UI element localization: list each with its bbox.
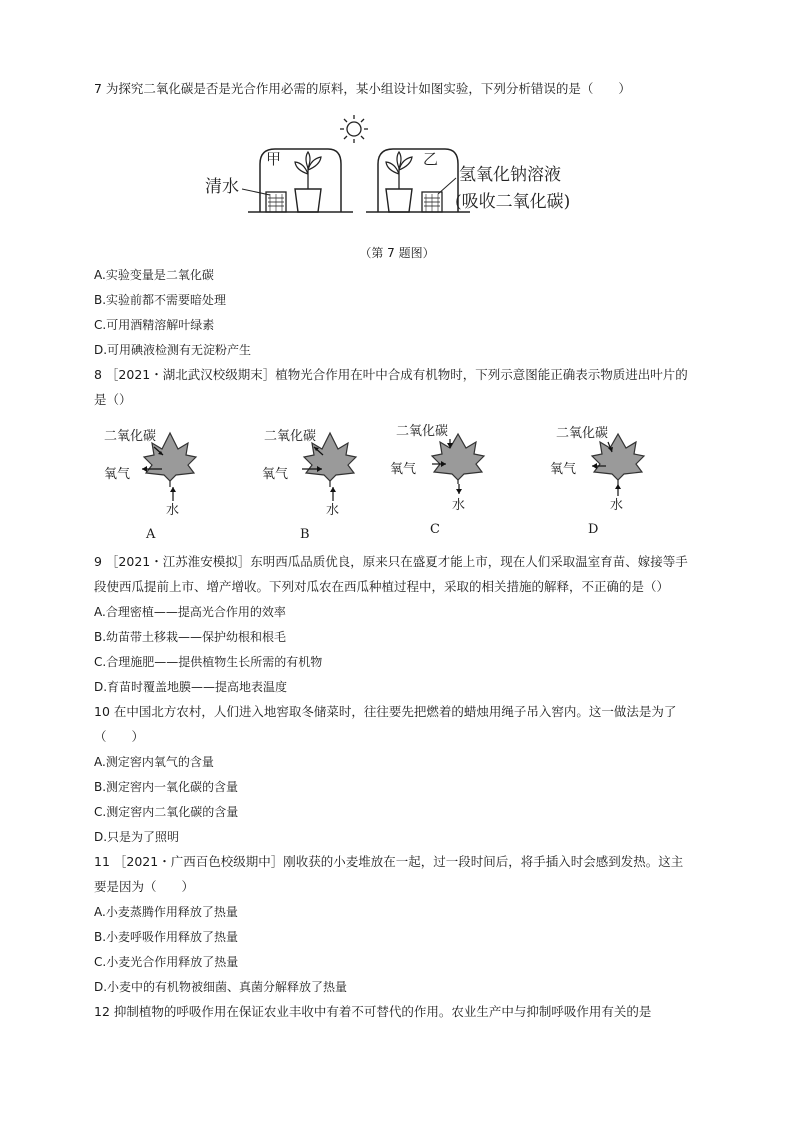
label-absorb-co2: (吸收二氧化碳) — [455, 192, 571, 212]
q8-figure-c — [388, 420, 508, 540]
q7-option-a: A.实验变量是二氧化碳 — [94, 268, 214, 282]
co2-label: 二氧化碳 — [104, 429, 157, 444]
label-water: 清水 — [205, 177, 239, 197]
q9-option-d: D.育苗时覆盖地膜——提高地表温度 — [94, 680, 288, 694]
plant-right — [386, 152, 412, 212]
q8-stem-line1: 8 ［2021・湖北武汉校级期末］植物光合作用在叶中合成有机物时，下列示意图能正确表示物质进出叶片的 — [94, 367, 688, 382]
o2-label: 氧气 — [262, 467, 289, 482]
leaf-icon — [304, 433, 356, 481]
label-yi: 乙 — [423, 150, 439, 168]
q11-stem-line1: 11 ［2021・广西百色校级期中］刚收获的小麦堆放在一起，过一段时间后，将手插入时会感到发热。这主 — [94, 854, 684, 869]
q9-stem-line2: 段使西瓜提前上市、增产增收。下列对瓜农在西瓜种植过程中，采取的相关措施的解释，不正确的是（） — [94, 579, 670, 594]
q9-option-a: A.合理密植——提高光合作用的效率 — [94, 605, 286, 619]
water-label: 水 — [166, 503, 180, 518]
figure-letter-b: B — [300, 527, 310, 542]
q12-stem-line1: 12 抑制植物的呼吸作用在保证农业丰收中有着不可替代的作用。农业生产中与抑制呼吸作用有关的是 — [94, 1004, 652, 1019]
leaf-icon — [144, 433, 196, 481]
o2-label: 氧气 — [390, 462, 417, 477]
q10-option-a: A.测定窖内氧气的含量 — [94, 755, 214, 769]
q7-experiment-figure — [200, 112, 600, 222]
q9-option-c: C.合理施肥——提供植物生长所需的有机物 — [94, 655, 323, 669]
q11-option-c: C.小麦光合作用释放了热量 — [94, 955, 239, 969]
label-naoh: 氢氧化钠溶液 — [459, 165, 561, 185]
q8-figure-d — [548, 420, 668, 540]
water-label: 水 — [610, 498, 624, 513]
q7-option-b: B.实验前都不需要暗处理 — [94, 293, 227, 307]
q8-figure-b — [260, 425, 380, 545]
o2-label: 氧气 — [550, 462, 577, 477]
q7-caption: （第 7 题图） — [359, 246, 435, 260]
water-label: 水 — [326, 503, 340, 518]
q11-option-b: B.小麦呼吸作用释放了热量 — [94, 930, 239, 944]
q7-option-d: D.可用碘液检测有无淀粉产生 — [94, 343, 252, 357]
q7-option-c: C.可用酒精溶解叶绿素 — [94, 318, 215, 332]
o2-label: 氧气 — [104, 467, 131, 482]
leaf-icon — [592, 434, 644, 480]
co2-label: 二氧化碳 — [556, 426, 609, 441]
q10-option-b: B.测定窖内一氧化碳的含量 — [94, 780, 239, 794]
figure-letter-d: D — [588, 522, 599, 537]
water-label: 水 — [452, 498, 466, 513]
figure-letter-a: A — [146, 527, 156, 542]
beaker-right — [422, 192, 442, 212]
q11-stem-line2: 要是因为（ ） — [94, 879, 195, 894]
figure-letter-c: C — [430, 522, 440, 537]
q10-stem-line2: （ ） — [94, 729, 145, 744]
q9-option-b: B.幼苗带土移栽——保护幼根和根毛 — [94, 630, 287, 644]
label-jia: 甲 — [266, 150, 282, 168]
q7-stem: 7 为探究二氧化碳是否是光合作用必需的原料，某小组设计如图实验，下列分析错误的是（ ） — [94, 81, 631, 96]
bell-jar-right — [378, 149, 458, 212]
q9-stem-line1: 9 ［2021・江苏淮安模拟］东明西瓜品质优良，原来只在盛夏才能上市，现在人们采取温室育苗、嫁接等手 — [94, 554, 688, 569]
q8-figure-a — [100, 425, 220, 545]
q10-option-d: D.只是为了照明 — [94, 830, 180, 844]
q11-option-a: A.小麦蒸腾作用释放了热量 — [94, 905, 238, 919]
q11-option-d: D.小麦中的有机物被细菌、真菌分解释放了热量 — [94, 980, 348, 994]
co2-label: 二氧化碳 — [396, 424, 449, 439]
leaf-icon — [432, 434, 484, 480]
sun-icon — [340, 115, 368, 143]
q8-stem-line2: 是（） — [94, 392, 132, 407]
co2-label: 二氧化碳 — [264, 429, 317, 444]
q10-stem-line1: 10 在中国北方农村，人们进入地窖取冬储菜时，往往要先把燃着的蜡烛用绳子吊入窖内。这一做法是为了 — [94, 704, 677, 719]
q10-option-c: C.测定窖内二氧化碳的含量 — [94, 805, 239, 819]
plant-left — [295, 152, 321, 212]
